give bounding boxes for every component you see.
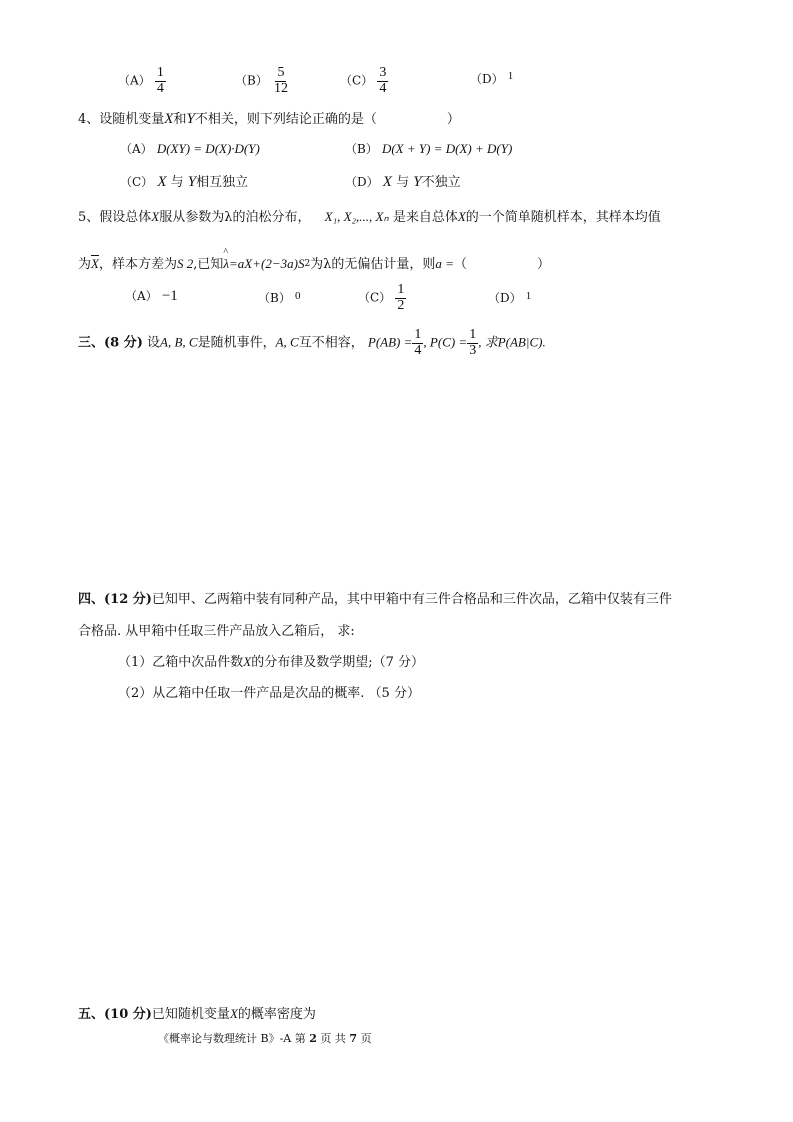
q4-option-d: （D） X 与 Y不独立 [345,174,461,190]
option-label: （C） [340,73,374,88]
q5-stem-line1: 5、假设总体X服从参数为λ的泊松分布， X₁, X₂,..., Xₙ 是来自总体X的一个简单随机样本，其样本均值 [78,209,661,225]
page-footer: 《概率论与数理统计 B》-A 第 2 页 共 7 页 [158,1032,372,1045]
q3-option-a [118,66,166,96]
q3-option-d: （D） $^1$ [470,70,514,86]
q4-option-c: （C） X 与 Y相互独立 [120,174,249,190]
option-label: （A） [118,73,151,88]
q4-stem: 4、设随机变量X和Y不相关，则下列结论正确的是（ ） [78,111,460,127]
fraction: $\frac{1}{3}$ [469,327,477,358]
fraction: $\frac{5}{12}$ [273,65,288,96]
q5-option-c: （C） $\frac{1}{2}$ [358,282,405,313]
fraction: $\frac{1}{2}$ [397,282,405,313]
section-heading: 五、(10 分) [78,1007,152,1022]
section-3: 三、(8 分) 设A, B, C是随机事件，A, C互不相容， P(AB) = $\frac{1}{4}$ , P(C) = $\frac{1}{3}$ , 求P(AB|C). [78,327,546,358]
q4-option-a: （A） D(XY) = D(X)·D(Y) [120,141,260,156]
q3-option-c [340,66,388,96]
option-label: （D） [470,72,504,86]
option-label: （B） [235,73,268,88]
section-4-item2: （2）从乙箱中任取一件产品是次品的概率. （5 分） [118,686,420,701]
q4-option-b: （B） D(X + Y) = D(X) + D(Y) [345,141,513,156]
section-heading: 四、(12 分) [78,592,152,607]
q5-option-d: （D） $^1$ [488,290,532,305]
section-5: 五、(10 分)已知随机变量X的概率密度为 [78,1006,316,1022]
section-4-line2: 合格品. 从甲箱中任取三件产品放入乙箱后， 求: [78,624,355,639]
q5-stem-line2: 为$\overline{X}$，样本方差为S 2,已知^ $\lambda=aX+(2-3a)S^2$为λ的无偏估计量，则a =（ ） [78,253,550,272]
q5-option-a: （A） −1 [125,288,178,304]
fraction: $\frac{1}{4}$ [156,65,164,96]
fraction: $\frac{1}{4}$ [414,327,422,358]
fraction: $\frac{3}{4}$ [379,65,387,96]
q3-option-b [235,66,290,96]
q5-option-b: （B） $^0$ [258,290,301,305]
section-4-item1: （1）乙箱中次品件数X的分布律及数学期望;（7 分） [118,654,425,670]
section-4-line1: 四、(12 分)已知甲、乙两箱中装有同种产品，其中甲箱中有三件合格品和三件次品，乙箱中仅装有三件 [78,592,672,607]
section-heading: 三、(8 分) [78,335,143,351]
